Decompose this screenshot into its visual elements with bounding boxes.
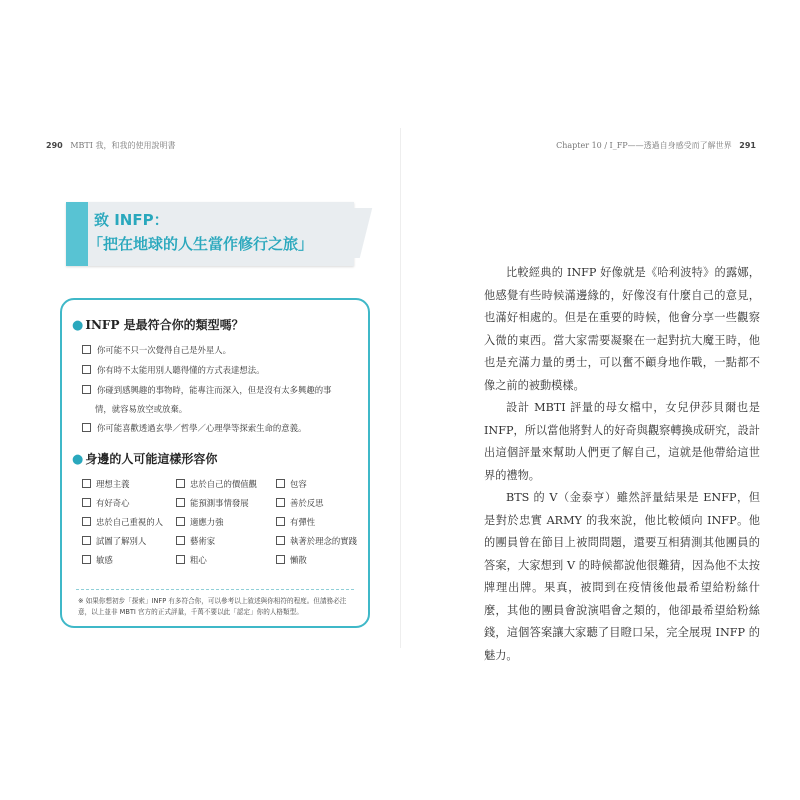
self-check-card <box>60 298 370 628</box>
book-spread <box>18 0 782 800</box>
trait-item[interactable]: 適應力強 <box>176 516 224 528</box>
body-paragraph: 設計 MBTI 評量的母女檔中，女兒伊莎貝爾也是 INFP，所以當他將對人的好奇與觀察轉換成研究，設計出這個評量來幫助人們更了解自己，這就是他帶給這世界的禮物。 <box>484 401 760 482</box>
left-running-title: MBTI 我，和我的使用說明書 <box>70 141 176 150</box>
chapter-heading-banner <box>66 202 354 266</box>
checkbox-icon[interactable] <box>82 423 91 432</box>
checkbox-icon[interactable] <box>176 536 185 545</box>
bullet-dot-icon: ● <box>72 318 84 333</box>
trait-item[interactable]: 有彈性 <box>276 516 315 528</box>
checkbox-icon[interactable] <box>276 517 285 526</box>
trait-item[interactable]: 理想主義 <box>82 478 130 490</box>
trait-item[interactable]: 試圖了解別人 <box>82 535 146 547</box>
left-page-header <box>46 140 175 151</box>
trait-item[interactable]: 善於反思 <box>276 497 324 509</box>
heading-line1: 致 INFP： <box>94 211 169 229</box>
trait-item[interactable]: 有好奇心 <box>82 497 130 509</box>
checkbox-icon[interactable] <box>82 498 91 507</box>
body-paragraph: 比較經典的 INFP 好像就是《哈利波特》的露娜，他感覺有些時候滿邊緣的，好像沒有什麼自己的意見，也滿好相處的。但是在重要的時候，他會分享一些觀察入微的東西。當大家需要凝聚在一起對抗大魔王時，他也是充滿力量的勇士，可以奮不顧身地作戰，一點都不像之前的被動模樣。 <box>484 266 760 392</box>
question-item[interactable]: 你有時不太能用別人聽得懂的方式表達想法。 <box>82 364 265 376</box>
checkbox-icon[interactable] <box>82 345 91 354</box>
question-item[interactable]: 你碰到感興趣的事物時，能專注而深入，但是沒有太多興趣的事 <box>82 384 332 396</box>
dashed-divider <box>76 589 354 590</box>
trait-item[interactable]: 忠於自己重視的人 <box>82 516 163 528</box>
trait-item[interactable]: 包容 <box>276 478 307 490</box>
question-item[interactable]: 你可能喜歡透過玄學／哲學／心理學等探索生命的意義。 <box>82 422 306 434</box>
checkbox-icon[interactable] <box>82 365 91 374</box>
heading-line2: 「把在地球的人生當作修行之旅」 <box>88 235 314 253</box>
section-title-fit: ● INFP 是最符合你的類型嗎？ <box>72 318 244 333</box>
checkbox-icon[interactable] <box>82 385 91 394</box>
checkbox-icon[interactable] <box>82 536 91 545</box>
right-page-header <box>556 140 756 151</box>
trait-item[interactable]: 執著於理念的實踐 <box>276 535 357 547</box>
body-paragraph: BTS 的 V（金泰亨）雖然評量結果是 ENFP，但是對於忠實 ARMY 的我來說，他比較傾向 INFP。他的團員曾在節目上被問問題，還要互相猜測其他團員的答案，大家想到 V 的時候都說他很難猜，因為他不太按牌理出牌。果真，被問到在疫情後他最希望給粉絲什麼，其他的團員會說演唱會之類的，他卻最希望給粉絲錢，這個答案讓大家聽了目瞪口呆，完全展現 INFP 的魅力。 <box>484 491 760 662</box>
left-page-number: 290 <box>46 141 63 150</box>
right-page-number: 291 <box>739 141 756 150</box>
trait-item[interactable]: 粗心 <box>176 554 207 566</box>
checkbox-icon[interactable] <box>276 536 285 545</box>
checkbox-icon[interactable] <box>82 517 91 526</box>
question-item-continued: 情，就容易放空或放棄。 <box>95 404 188 414</box>
checkbox-icon[interactable] <box>176 498 185 507</box>
trait-item[interactable]: 藝術家 <box>176 535 215 547</box>
trait-item[interactable]: 懶散 <box>276 554 307 566</box>
section-title-traits: ● 身邊的人可能這樣形容你 <box>72 452 218 467</box>
trait-item[interactable]: 能預測事情發展 <box>176 497 249 509</box>
checkbox-icon[interactable] <box>276 479 285 488</box>
page-gutter <box>400 128 401 648</box>
bullet-dot-icon: ● <box>72 452 84 467</box>
question-item[interactable]: 你可能不只一次覺得自己是外星人。 <box>82 344 231 356</box>
trait-item[interactable]: 忠於自己的價值觀 <box>176 478 257 490</box>
checkbox-icon[interactable] <box>276 555 285 564</box>
checkbox-icon[interactable] <box>276 498 285 507</box>
body-text <box>484 262 760 667</box>
checkbox-icon[interactable] <box>176 479 185 488</box>
checkbox-icon[interactable] <box>176 517 185 526</box>
checkbox-icon[interactable] <box>176 555 185 564</box>
checkbox-icon[interactable] <box>82 555 91 564</box>
trait-item[interactable]: 敏感 <box>82 554 113 566</box>
checkbox-icon[interactable] <box>82 479 91 488</box>
disclaimer-note: ※ 如果你想初步「探索」INFP 有多符合你，可以參考以上敘述與你相符的程度。但請務必注意，以上並非 MBTI 官方的正式評量，千萬不要以此「認定」你的人格類型。 <box>78 597 347 616</box>
right-running-title: Chapter 10 / I_FP——透過自身感受而了解世界 <box>556 141 732 150</box>
